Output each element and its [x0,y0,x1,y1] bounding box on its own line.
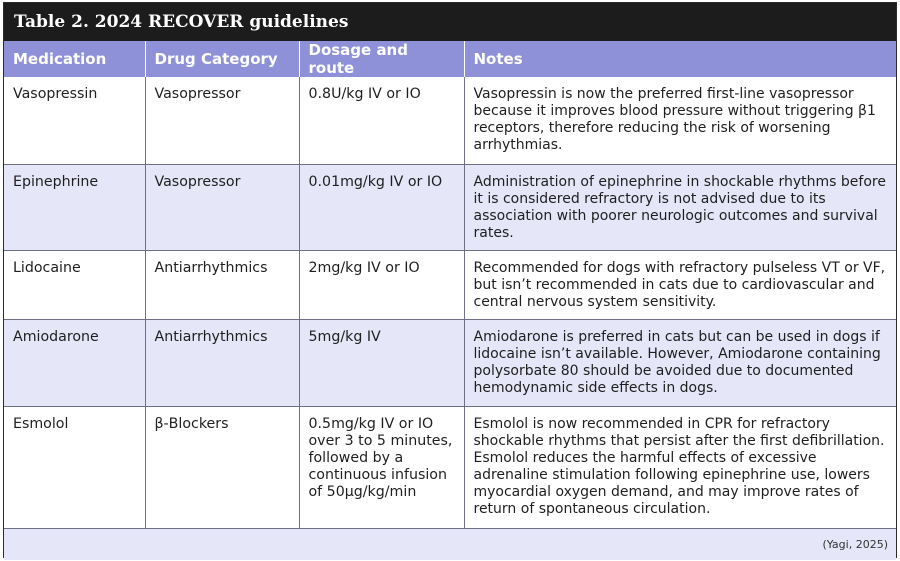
cell-category: β-Blockers [145,406,299,528]
table-title: Table 2. 2024 RECOVER guidelines [4,3,896,41]
table-frame [3,2,897,558]
cell-dosage: 2mg/kg IV or IO [299,250,464,319]
header-medication: Medication [4,41,145,77]
table-row [4,77,896,164]
header-row [4,41,896,77]
cell-category: Antiarrhythmics [145,319,299,406]
cell-dosage: 0.5mg/kg IV or IO over 3 to 5 minutes, followed by a continuous infusion of 50µg/kg/min [299,406,464,528]
header-dosage-route: Dosage and route [299,41,464,77]
citation: (Yagi, 2025) [4,529,896,560]
cell-medication: Vasopressin [4,77,145,164]
cell-notes: Recommended for dogs with refractory pulseless VT or VF, but isn’t recommended in cats due to cardiovascular and central nervous system sensitivity. [464,250,896,319]
cell-medication: Esmolol [4,406,145,528]
cell-medication: Amiodarone [4,319,145,406]
guidelines-table [4,41,896,529]
cell-notes: Esmolol is now recommended in CPR for refractory shockable rhythms that persist after the first defibrillation. Esmolol reduces the harmful effects of excessive adrenaline stimulation following epinephrine use, lowers myocardial oxygen demand, and may improve rates of return of spontaneous circulation. [464,406,896,528]
cell-dosage: 5mg/kg IV [299,319,464,406]
table-row [4,406,896,528]
cell-medication: Lidocaine [4,250,145,319]
cell-category: Antiarrhythmics [145,250,299,319]
table-row [4,164,896,250]
cell-notes: Vasopressin is now the preferred first-line vasopressor because it improves blood pressure without triggering β1 receptors, therefore reducing the risk of worsening arrhythmias. [464,77,896,164]
table-row [4,319,896,406]
cell-medication: Epinephrine [4,164,145,250]
cell-notes: Amiodarone is preferred in cats but can be used in dogs if lidocaine isn’t available. However, Amiodarone containing polysorbate 80 should be avoided due to documented hemodynamic side effects in dogs. [464,319,896,406]
cell-dosage: 0.01mg/kg IV or IO [299,164,464,250]
header-notes: Notes [464,41,896,77]
header-drug-category: Drug Category [145,41,299,77]
cell-notes: Administration of epinephrine in shockable rhythms before it is considered refractory is not advised due to its association with poorer neurologic outcomes and survival rates. [464,164,896,250]
cell-category: Vasopressor [145,77,299,164]
cell-dosage: 0.8U/kg IV or IO [299,77,464,164]
cell-category: Vasopressor [145,164,299,250]
table-row [4,250,896,319]
